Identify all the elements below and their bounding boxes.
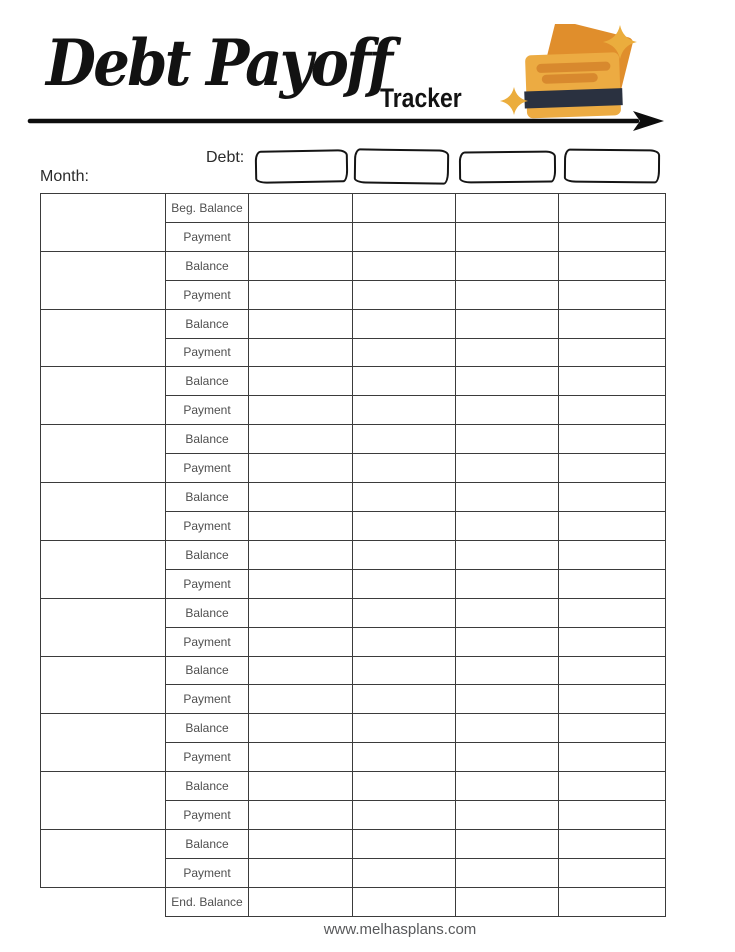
amount-cell[interactable] (559, 194, 666, 223)
row-label: Payment (166, 685, 249, 714)
amount-cell[interactable] (456, 483, 559, 512)
row-label: Balance (166, 540, 249, 569)
amount-cell[interactable] (559, 627, 666, 656)
amount-cell[interactable] (249, 367, 353, 396)
amount-cell[interactable] (249, 338, 353, 367)
amount-cell[interactable] (353, 887, 456, 916)
amount-cell[interactable] (353, 280, 456, 309)
tracker-table (40, 193, 666, 917)
amount-cell[interactable] (353, 569, 456, 598)
amount-cell[interactable] (456, 887, 559, 916)
amount-cell[interactable] (456, 396, 559, 425)
amount-cell[interactable] (249, 540, 353, 569)
amount-cell[interactable] (249, 194, 353, 223)
amount-cell[interactable] (353, 801, 456, 830)
row-label: Balance (166, 829, 249, 858)
amount-cell[interactable] (559, 569, 666, 598)
amount-cell[interactable] (559, 598, 666, 627)
amount-cell[interactable] (249, 887, 353, 916)
amount-cell[interactable] (353, 454, 456, 483)
amount-cell[interactable] (456, 743, 559, 772)
credit-card-icon (497, 24, 642, 124)
amount-cell[interactable] (353, 656, 456, 685)
table-row (41, 540, 666, 569)
row-label: Payment (166, 280, 249, 309)
row-label: Balance (166, 598, 249, 627)
amount-cell[interactable] (353, 194, 456, 223)
row-label: Payment (166, 627, 249, 656)
amount-cell[interactable] (559, 801, 666, 830)
amount-cell[interactable] (456, 569, 559, 598)
row-label: Payment (166, 454, 249, 483)
amount-cell[interactable] (456, 858, 559, 887)
amount-cell[interactable] (559, 829, 666, 858)
amount-cell[interactable] (456, 540, 559, 569)
amount-cell[interactable] (249, 425, 353, 454)
amount-cell[interactable] (559, 772, 666, 801)
amount-cell[interactable] (249, 396, 353, 425)
month-cell[interactable] (41, 656, 166, 714)
amount-cell[interactable] (456, 801, 559, 830)
amount-cell[interactable] (559, 367, 666, 396)
row-label: Balance (166, 425, 249, 454)
row-label: Payment (166, 743, 249, 772)
amount-cell[interactable] (559, 222, 666, 251)
month-cell[interactable] (41, 309, 166, 367)
month-cell[interactable] (41, 194, 166, 252)
month-cell[interactable] (41, 829, 166, 887)
row-label: Beg. Balance (166, 194, 249, 223)
page-title-script: Debt Payoff (46, 26, 391, 101)
row-label: Balance (166, 367, 249, 396)
amount-cell[interactable] (249, 685, 353, 714)
amount-cell[interactable] (353, 367, 456, 396)
row-label: Balance (166, 483, 249, 512)
table-row (41, 309, 666, 338)
amount-cell[interactable] (353, 829, 456, 858)
amount-cell[interactable] (353, 483, 456, 512)
page-title-sub: Tracker (380, 83, 462, 113)
amount-cell[interactable] (353, 598, 456, 627)
month-cell[interactable] (41, 540, 166, 598)
amount-cell[interactable] (353, 338, 456, 367)
amount-cell[interactable] (559, 483, 666, 512)
table-row (41, 483, 666, 512)
row-label: Payment (166, 569, 249, 598)
amount-cell[interactable] (559, 396, 666, 425)
amount-cell[interactable] (353, 858, 456, 887)
website-footer: www.melhasplans.com (323, 921, 477, 938)
amount-cell[interactable] (249, 511, 353, 540)
table-row (41, 829, 666, 858)
amount-cell[interactable] (559, 338, 666, 367)
table-row (41, 251, 666, 280)
amount-cell[interactable] (353, 396, 456, 425)
row-label: Balance (166, 656, 249, 685)
spacer-cell (41, 887, 166, 916)
debt-label: Debt: (206, 149, 245, 166)
row-label: Balance (166, 772, 249, 801)
amount-cell[interactable] (249, 251, 353, 280)
amount-cell[interactable] (559, 309, 666, 338)
amount-cell[interactable] (456, 714, 559, 743)
amount-cell[interactable] (353, 685, 456, 714)
amount-cell[interactable] (559, 858, 666, 887)
amount-cell[interactable] (456, 598, 559, 627)
debt-name-box[interactable] (255, 149, 349, 184)
row-label: Balance (166, 309, 249, 338)
amount-cell[interactable] (456, 627, 559, 656)
amount-cell[interactable] (249, 222, 353, 251)
amount-cell[interactable] (456, 194, 559, 223)
card-front-shape (523, 52, 623, 118)
amount-cell[interactable] (456, 829, 559, 858)
amount-cell[interactable] (456, 656, 559, 685)
row-label: Balance (166, 251, 249, 280)
amount-cell[interactable] (249, 627, 353, 656)
amount-cell[interactable] (559, 425, 666, 454)
row-label: Balance (166, 714, 249, 743)
amount-cell[interactable] (559, 454, 666, 483)
amount-cell[interactable] (456, 454, 559, 483)
amount-cell[interactable] (456, 772, 559, 801)
amount-cell[interactable] (353, 627, 456, 656)
amount-cell[interactable] (456, 280, 559, 309)
amount-cell[interactable] (559, 685, 666, 714)
amount-cell[interactable] (249, 858, 353, 887)
amount-cell[interactable] (456, 309, 559, 338)
table-row (41, 194, 666, 223)
amount-cell[interactable] (249, 598, 353, 627)
amount-cell[interactable] (456, 367, 559, 396)
amount-cell[interactable] (353, 772, 456, 801)
table-row-end-balance (41, 887, 666, 916)
amount-cell[interactable] (559, 714, 666, 743)
amount-cell[interactable] (249, 309, 353, 338)
amount-cell[interactable] (249, 714, 353, 743)
amount-cell[interactable] (456, 425, 559, 454)
month-cell[interactable] (41, 772, 166, 830)
month-cell[interactable] (41, 714, 166, 772)
table-row (41, 656, 666, 685)
amount-cell[interactable] (249, 772, 353, 801)
amount-cell[interactable] (456, 685, 559, 714)
table-row (41, 714, 666, 743)
amount-cell[interactable] (559, 656, 666, 685)
debt-name-box[interactable] (354, 148, 449, 184)
tracker-table-body (41, 194, 666, 917)
table-row (41, 367, 666, 396)
table-row (41, 425, 666, 454)
month-cell[interactable] (41, 251, 166, 309)
amount-cell[interactable] (456, 222, 559, 251)
amount-cell[interactable] (353, 251, 456, 280)
amount-cell[interactable] (249, 569, 353, 598)
amount-cell[interactable] (559, 887, 666, 916)
row-label: Payment (166, 396, 249, 425)
amount-cell[interactable] (353, 222, 456, 251)
sparkle-icon-small (500, 87, 528, 115)
month-cell[interactable] (41, 367, 166, 425)
amount-cell[interactable] (249, 280, 353, 309)
row-label: Payment (166, 801, 249, 830)
amount-cell[interactable] (353, 309, 456, 338)
row-label: Payment (166, 858, 249, 887)
amount-cell[interactable] (249, 454, 353, 483)
amount-cell[interactable] (456, 338, 559, 367)
month-cell[interactable] (41, 483, 166, 541)
amount-cell[interactable] (353, 540, 456, 569)
month-label: Month: (40, 168, 89, 185)
row-label: Payment (166, 222, 249, 251)
amount-cell[interactable] (456, 251, 559, 280)
amount-cell[interactable] (353, 425, 456, 454)
row-label: Payment (166, 511, 249, 540)
amount-cell[interactable] (559, 540, 666, 569)
amount-cell[interactable] (456, 511, 559, 540)
row-label: End. Balance (166, 887, 249, 916)
row-label: Payment (166, 338, 249, 367)
month-cell[interactable] (41, 598, 166, 656)
amount-cell[interactable] (559, 743, 666, 772)
amount-cell[interactable] (249, 743, 353, 772)
debt-name-box[interactable] (564, 149, 660, 184)
amount-cell[interactable] (353, 743, 456, 772)
amount-cell[interactable] (249, 829, 353, 858)
amount-cell[interactable] (559, 251, 666, 280)
amount-cell[interactable] (249, 801, 353, 830)
amount-cell[interactable] (249, 483, 353, 512)
amount-cell[interactable] (559, 511, 666, 540)
amount-cell[interactable] (353, 511, 456, 540)
month-cell[interactable] (41, 425, 166, 483)
debt-name-box[interactable] (459, 150, 556, 183)
table-row (41, 598, 666, 627)
amount-cell[interactable] (559, 280, 666, 309)
amount-cell[interactable] (353, 714, 456, 743)
table-row (41, 772, 666, 801)
amount-cell[interactable] (249, 656, 353, 685)
